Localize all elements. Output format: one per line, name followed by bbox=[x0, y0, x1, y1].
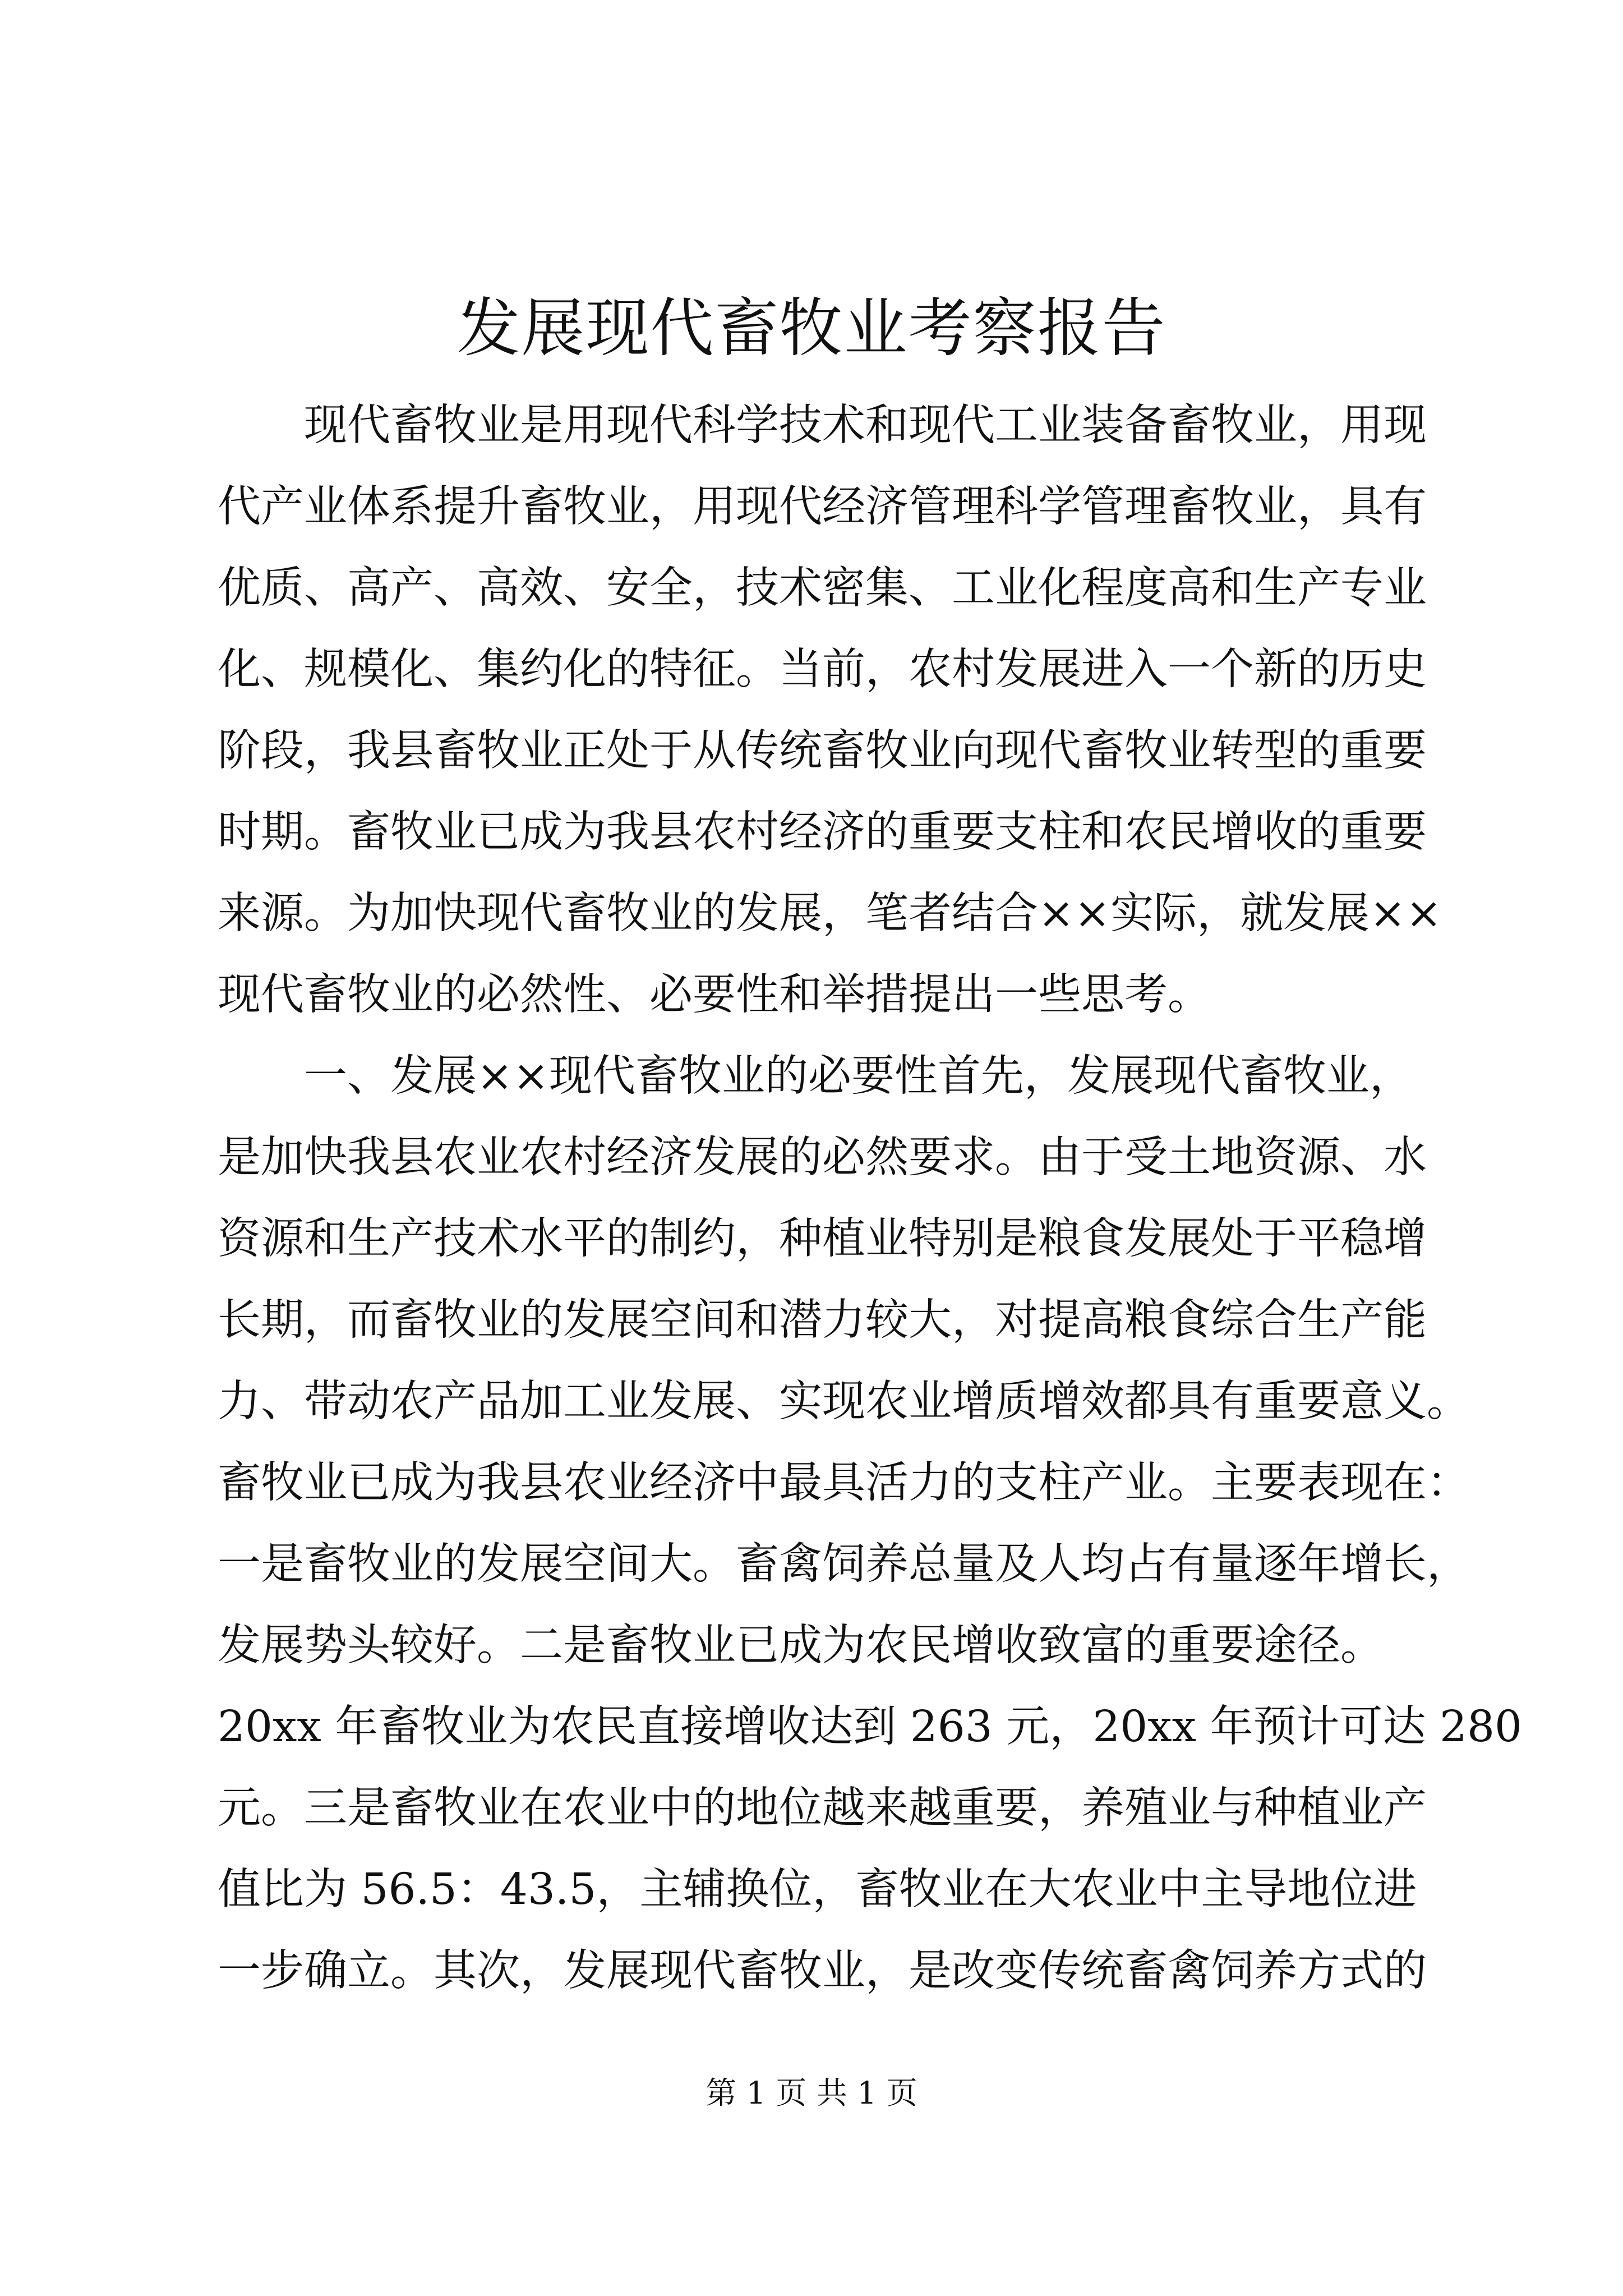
body-line: 20xx 年畜牧业为农民直接增收达到 263 元，20xx 年预计可达 280 bbox=[218, 1702, 1522, 1752]
body-line: 时期。畜牧业已成为我县农村经济的重要支柱和农民增收的重要 bbox=[218, 807, 1427, 857]
body-line: 值比为 56.5：43.5，主辅换位，畜牧业在大农业中主导地位进 bbox=[218, 1865, 1417, 1915]
body-line: 现代畜牧业是用现代科学技术和现代工业装备畜牧业，用现 bbox=[218, 401, 1427, 450]
body-line: 元。三是畜牧业在农业中的地位越来越重要，养殖业与种植业产 bbox=[218, 1783, 1427, 1833]
body-line: 优质、高产、高效、安全，技术密集、工业化程度高和生产专业 bbox=[218, 563, 1427, 613]
body-line: 畜牧业已成为我县农业经济中最具活力的支柱产业。主要表现在： bbox=[218, 1458, 1470, 1508]
body-line: 现代畜牧业的必然性、必要性和举措提出一些思考。 bbox=[218, 970, 1211, 1020]
document-title: 发展现代畜牧业考察报告 bbox=[457, 291, 1166, 365]
body-line: 来源。为加快现代畜牧业的发展，笔者结合××实际，就发展×× bbox=[218, 889, 1442, 938]
body-line: 一步确立。其次，发展现代畜牧业，是改变传统畜禽饲养方式的 bbox=[218, 1946, 1427, 1996]
document-body bbox=[218, 385, 1522, 2012]
page-number-footer: 第 1 页 共 1 页 bbox=[706, 2075, 917, 2111]
body-line: 长期，而畜牧业的发展空间和潜力较大，对提高粮食综合生产能 bbox=[218, 1295, 1427, 1345]
body-line: 一是畜牧业的发展空间大。畜禽饲养总量及人均占有量逐年增长， bbox=[218, 1539, 1470, 1589]
body-line: 是加快我县农业农村经济发展的必然要求。由于受土地资源、水 bbox=[218, 1133, 1427, 1182]
body-line: 发展势头较好。二是畜牧业已成为农民增收致富的重要途径。 bbox=[218, 1621, 1384, 1671]
body-line: 阶段，我县畜牧业正处于从传统畜牧业向现代畜牧业转型的重要 bbox=[218, 726, 1427, 776]
body-line: 化、规模化、集约化的特征。当前，农村发展进入一个新的历史 bbox=[218, 645, 1427, 694]
body-line: 力、带动农产品加工业发展、实现农业增质增效都具有重要意义。 bbox=[218, 1377, 1470, 1427]
body-line: 代产业体系提升畜牧业，用现代经济管理科学管理畜牧业，具有 bbox=[218, 482, 1427, 532]
body-line: 资源和生产技术水平的制约，种植业特别是粮食发展处于平稳增 bbox=[218, 1214, 1427, 1264]
body-line: 一、发展××现代畜牧业的必要性首先，发展现代畜牧业， bbox=[218, 1051, 1413, 1101]
